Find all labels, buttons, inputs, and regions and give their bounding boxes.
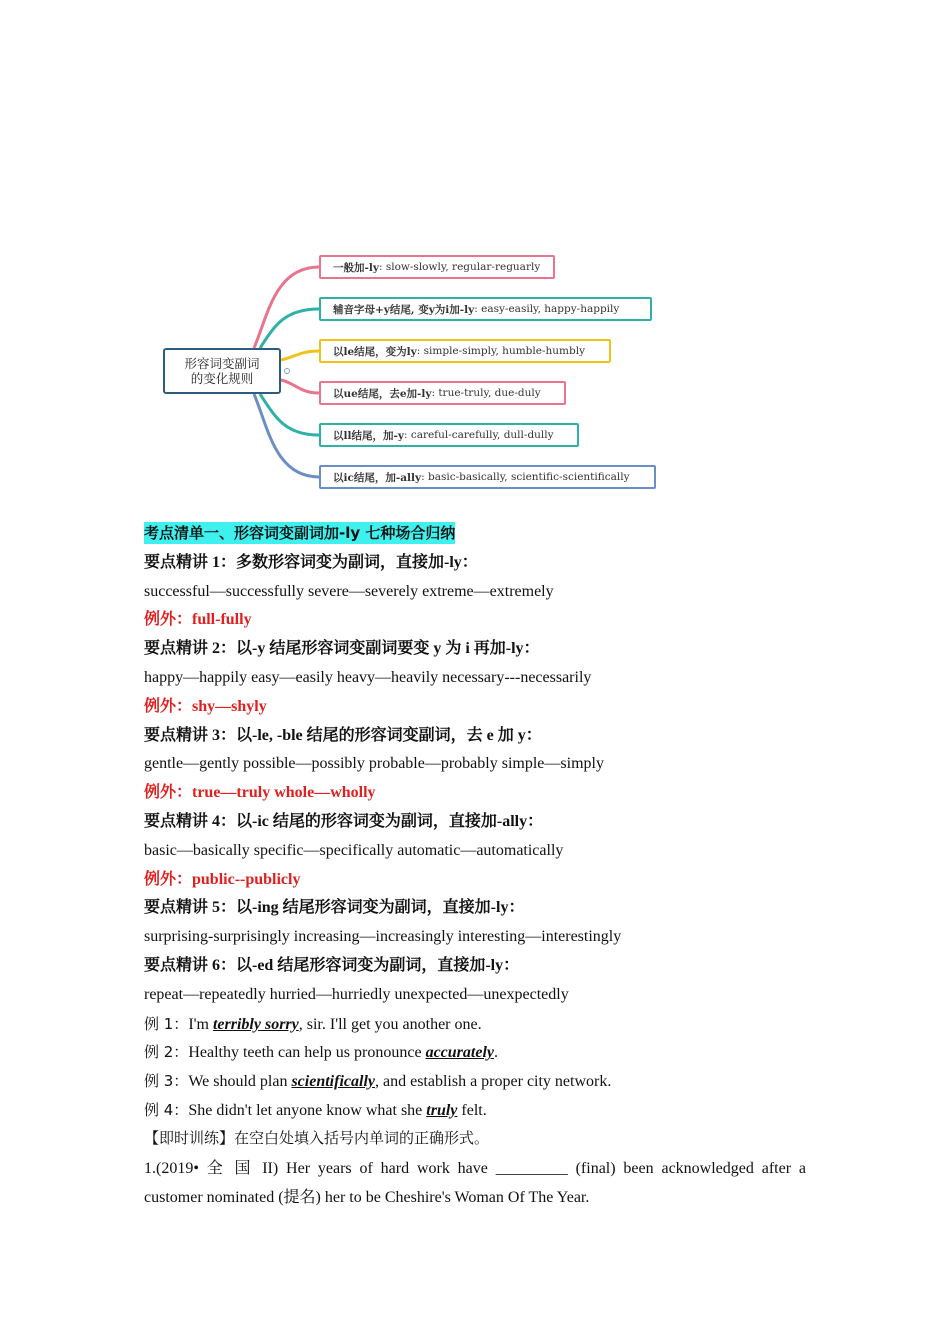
example-sentence (144, 1096, 806, 1125)
point-examples: repeat—repeatedly hurried—hurriedly unexpected—unexpectedly (144, 985, 569, 1003)
mindmap (150, 245, 670, 505)
example-label: 例 1： (144, 1014, 189, 1033)
mindmap-center-line1: 形容词变副词 (184, 356, 260, 371)
point-exception: 例外：shy—shyly (144, 697, 267, 715)
example-label: 例 3： (144, 1072, 189, 1091)
section-heading: 考点清单一、形容词变副词加-ly 七种场合归纳 (144, 524, 456, 542)
example-after: . (493, 1044, 498, 1062)
practice-heading: 【即时训练】在空白处填入括号内单词的正确形式。 (144, 1128, 490, 1147)
point-exception: 例外：full-fully (144, 611, 252, 629)
branch-rule: 以le结尾，变为ly (333, 345, 417, 358)
point-title: 要点精讲 5：以-ing 结尾形容词变为副词，直接加-ly： (144, 899, 525, 917)
branch-examples: : basic-basically, scientific-scientifically (421, 471, 630, 483)
branch-rule: 辅音字母+y结尾, 变y为i加-ly (333, 303, 475, 316)
example-sentence (144, 1038, 806, 1067)
exercise-line-1: 1.(2019• 全 国 II) Her years of hard work have _________ (final) been acknowledged after a (144, 1159, 806, 1177)
section-heading-line (144, 520, 806, 549)
branch-examples: : true-truly, due-duly (431, 387, 541, 399)
branch-examples: : careful-carefully, dull-dully (403, 429, 554, 441)
point-exception: 例外：public--publicly (144, 870, 301, 888)
point-title: 要点精讲 6：以-ed 结尾形容词变为副词，直接加-ly： (144, 956, 520, 974)
example-target-word: accurately (425, 1044, 494, 1062)
example-before: We should plan (188, 1073, 292, 1091)
branch-rule: 一般加-ly (333, 261, 379, 274)
point-title: 要点精讲 1：多数形容词变为副词，直接加-ly： (144, 553, 478, 571)
example-sentence (144, 1067, 806, 1096)
point-examples: basic—basically specific—specifically automatic—automatically (144, 841, 564, 859)
point-title: 要点精讲 3：以-le, -ble 结尾的形容词变副词，去 e 加 y： (144, 726, 542, 744)
branch-rule: 以ue结尾，去e加-ly (333, 387, 432, 400)
example-before: She didn't let anyone know what she (188, 1101, 427, 1119)
point-examples: happy—happily easy—easily heavy—heavily necessary---necessarily (144, 668, 592, 686)
example-after: , sir. I'll get you another one. (298, 1015, 482, 1033)
branch-examples: : simple-simply, humble-humbly (416, 345, 585, 357)
example-before: Healthy teeth can help us pronounce (188, 1044, 426, 1062)
branch-rule: 以ic结尾，加-ally (333, 471, 422, 484)
example-target-word: truly (426, 1101, 458, 1119)
exercise-line-2: customer nominated (提名) her to be Cheshire's Woman Of The Year. (144, 1188, 590, 1206)
point-examples: surprising-surprisingly increasing—increasingly interesting—interestingly (144, 928, 622, 946)
point-examples: gentle—gently possible—possibly probable—probably simple—simply (144, 755, 604, 773)
example-target-word: scientifically (291, 1073, 375, 1091)
branch-examples: : easy-easily, happy-happily (474, 303, 620, 315)
example-target-word: terribly sorry (212, 1015, 299, 1033)
mindmap-branch (319, 297, 652, 321)
mindmap-branch (319, 339, 611, 363)
mindmap-branch (319, 423, 579, 447)
point-examples: successful—successfully severe—severely extreme—extremely (144, 582, 554, 600)
mindmap-center-line2: 的变化规则 (190, 371, 254, 386)
branch-examples: : slow-slowly, regular-reguarly (378, 261, 541, 273)
point-exception: 例外：true—truly whole—wholly (144, 784, 376, 802)
document-body (144, 520, 806, 1212)
mindmap-branch (319, 255, 555, 279)
example-label: 例 2： (144, 1043, 189, 1062)
mindmap-center (163, 348, 281, 394)
mindmap-branch (319, 465, 656, 489)
example-after: felt. (457, 1101, 487, 1119)
example-after: , and establish a proper city network. (374, 1073, 612, 1091)
example-sentence (144, 1010, 806, 1039)
point-title: 要点精讲 2：以-y 结尾形容词变副词要变 y 为 i 再加-ly： (144, 640, 540, 658)
branch-rule: 以ll结尾，加-y (333, 429, 404, 442)
mindmap-branch (319, 381, 566, 405)
example-label: 例 4： (144, 1100, 189, 1119)
example-before: I'm (188, 1015, 213, 1033)
point-title: 要点精讲 4：以-ic 结尾的形容词变为副词，直接加-ally： (144, 812, 544, 830)
